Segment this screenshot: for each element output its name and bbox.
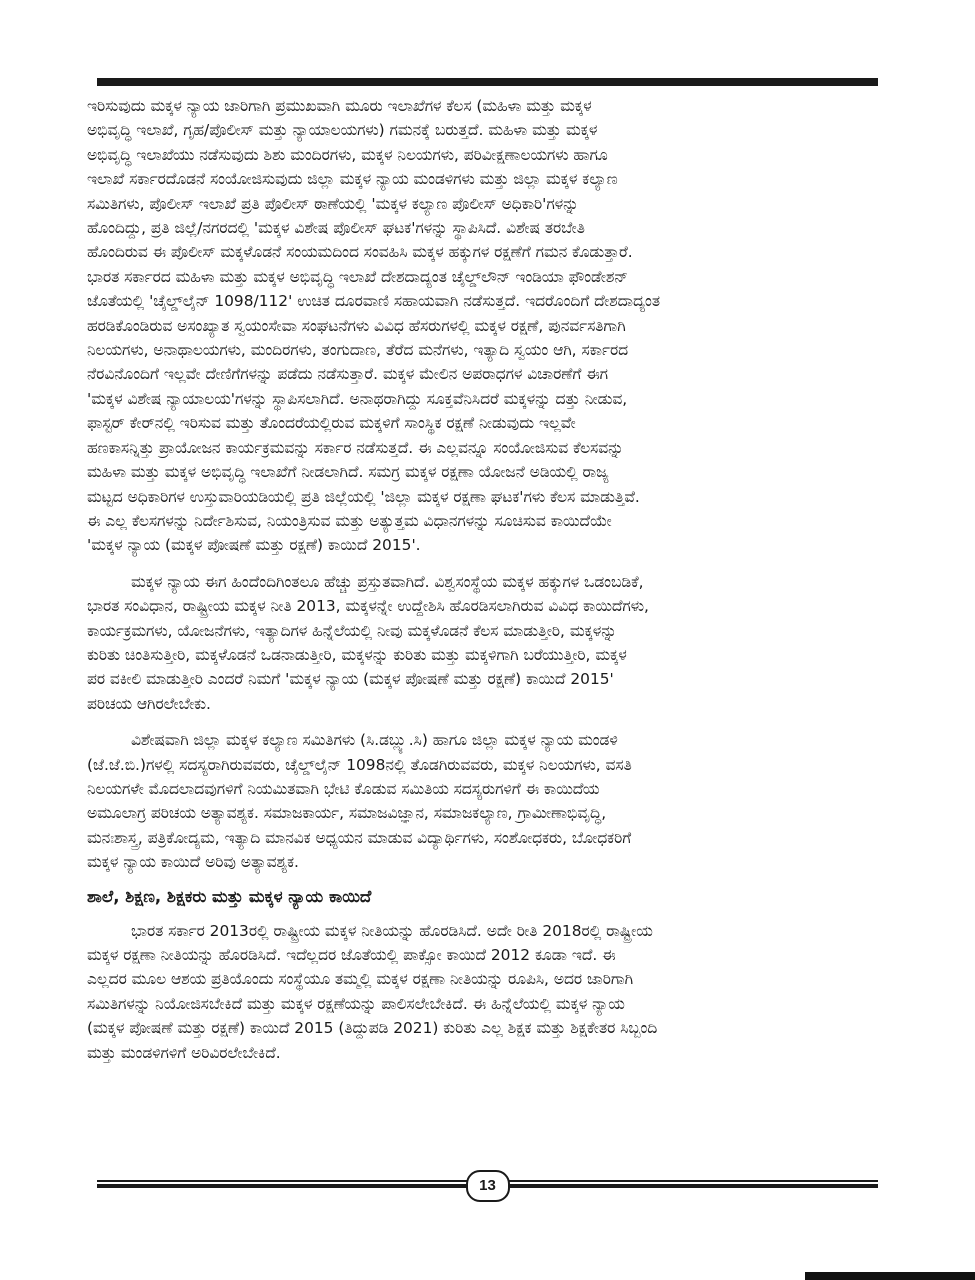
body-paragraph-3: ವಿಶೇಷವಾಗಿ ಜಿಲ್ಲಾ ಮಕ್ಕಳ ಕಲ್ಯಾಣ ಸಮಿತಿಗಳು (ಸಿ.ಡಬ್ಲ್ಯು.ಸಿ) ಹಾಗೂ ಜಿಲ್ಲಾ ಮಕ್ಕಳ ನ್ಯಾಯ ಮಂಡಳಿ (ಜೆ.ಜೆ.ಬಿ.)ಗಳಲ್ಲಿ ಸದಸ್ಯರಾಗಿರುವವರು, ಚೈಲ್ಡ್‌ಲೈನ್ 1098ನಲ್ಲಿ ತೊಡಗಿರುವವರು, ಮಕ್ಕಳ ನಿಲಯಗಳು, ವಸತಿ ನಿಲಯಗಳೇ ಮೊದಲಾದವುಗಳಿಗೆ ನಿಯಮಿತವಾಗಿ ಭೇಟಿ ಕೊಡುವ ಸಮಿತಿಯ ಸದಸ್ಯರುಗಳಿಗೆ ಈ ಕಾಯಿದೆಯ ಅಮೂಲಾಗ್ರ ಪರಿಚಯ ಅತ್ಯಾವಶ್ಯಕ. ಸಮಾಜಕಾರ್ಯ, ಸಮಾಜವಿಜ್ಞಾನ, ಸಮಾಜಕಲ್ಯಾಣ, ಗ್ರಾಮೀಣಾಭಿವೃದ್ಧಿ, ಮನಃಶಾಸ್ತ್ರ, ಪತ್ರಿಕೋದ್ಯಮ, ಇತ್ಯಾದಿ ಮಾನವಿಕ ಅಧ್ಯಯನ ಮಾಡುವ ವಿದ್ಯಾರ್ಥಿಗಳು, ಸಂಶೋಧಕರು, ಬೋಧಕರಿಗೆ ಮಕ್ಕಳ ನ್ಯಾಯ ಕಾಯಿದೆ ಅರಿವು ಅತ್ಯಾವಶ್ಯಕ. [87,731,632,872]
page-body [87,94,882,1065]
footer [97,1170,878,1200]
header-rule [97,78,878,86]
page-number: 13 [466,1170,510,1202]
body-paragraph-4: ಭಾರತ ಸರ್ಕಾರ 2013ರಲ್ಲಿ ರಾಷ್ಟ್ರೀಯ ಮಕ್ಕಳ ನೀತಿಯನ್ನು ಹೊರಡಿಸಿದೆ. ಅದೇ ರೀತಿ 2018ರಲ್ಲಿ ರಾಷ್ಟ್ರೀಯ ಮಕ್ಕಳ ರಕ್ಷಣಾ ನೀತಿಯನ್ನು ಹೊರಡಿಸಿದೆ. ಇದೆಲ್ಲದರ ಜೊತೆಯಲ್ಲಿ ಪಾಕ್ಸೋ ಕಾಯಿದೆ 2012 ಕೂಡಾ ಇದೆ. ಈ ಎಲ್ಲದರ ಮೂಲ ಆಶಯ ಪ್ರತಿಯೊಂದು ಸಂಸ್ಥೆಯೂ ತಮ್ಮಲ್ಲಿ ಮಕ್ಕಳ ರಕ್ಷಣಾ ನೀತಿಯನ್ನು ರೂಪಿಸಿ, ಅದರ ಜಾರಿಗಾಗಿ ಸಮಿತಿಗಳನ್ನು ನಿಯೋಜಿಸಬೇಕಿದೆ ಮತ್ತು ಮಕ್ಕಳ ರಕ್ಷಣೆಯನ್ನು ಪಾಲಿಸಲೇಬೇಕಿದೆ. ಈ ಹಿನ್ನೆಲೆಯಲ್ಲಿ ಮಕ್ಕಳ ನ್ಯಾಯ (ಮಕ್ಕಳ ಪೋಷಣೆ ಮತ್ತು ರಕ್ಷಣೆ) ಕಾಯಿದೆ 2015 (ತಿದ್ದುಪಡಿ 2021) ಕುರಿತು ಎಲ್ಲ ಶಿಕ್ಷಕ ಮತ್ತು ಶಿಕ್ಷಕೇತರ ಸಿಬ್ಬಂದಿ ಮತ್ತು ಮಂಡಳಿಗಳಿಗೆ ಅರಿವಿರಲೇಬೇಕಿದೆ. [87,921,658,1062]
section-heading: ಶಾಲೆ, ಶಿಕ್ಷಣ, ಶಿಕ್ಷಕರು ಮತ್ತು ಮಕ್ಕಳ ನ್ಯಾಯ ಕಾಯಿದೆ [87,886,372,906]
corner-bar [805,1272,975,1280]
body-paragraph-2: ಮಕ್ಕಳ ನ್ಯಾಯ ಈಗ ಹಿಂದೆಂದಿಗಿಂತಲೂ ಹೆಚ್ಚು ಪ್ರಸ್ತುತವಾಗಿದೆ. ವಿಶ್ವಸಂಸ್ಥೆಯ ಮಕ್ಕಳ ಹಕ್ಕುಗಳ ಒಡಂಬಡಿಕೆ, ಭಾರತ ಸಂವಿಧಾನ, ರಾಷ್ಟ್ರೀಯ ಮಕ್ಕಳ ನೀತಿ 2013, ಮಕ್ಕಳನ್ನೇ ಉದ್ದೇಶಿಸಿ ಹೊರಡಿಸಲಾಗಿರುವ ವಿವಿಧ ಕಾಯಿದೆಗಳು, ಕಾರ್ಯಕ್ರಮಗಳು, ಯೋಜನೆಗಳು, ಇತ್ಯಾದಿಗಳ ಹಿನ್ನೆಲೆಯಲ್ಲಿ ನೀವು ಮಕ್ಕಳೊಡನೆ ಕೆಲಸ ಮಾಡುತ್ತೀರಿ, ಮಕ್ಕಳನ್ನು ಕುರಿತು ಚಿಂತಿಸುತ್ತೀರಿ, ಮಕ್ಕಳೊಡನೆ ಒಡನಾಡುತ್ತೀರಿ, ಮಕ್ಕಳನ್ನು ಕುರಿತು ಮತ್ತು ಮಕ್ಕಳಿಗಾಗಿ ಬರೆಯುತ್ತೀರಿ, ಮಕ್ಕಳ ಪರ ವಕೀಲಿ ಮಾಡುತ್ತೀರಿ ಎಂದರೆ ನಿಮಗೆ 'ಮಕ್ಕಳ ನ್ಯಾಯ (ಮಕ್ಕಳ ಪೋಷಣೆ ಮತ್ತು ರಕ್ಷಣೆ) ಕಾಯಿದೆ 2015' ಪರಿಚಯ ಆಗಿರಲೇಬೇಕು. [87,572,649,713]
body-paragraph-1: ಇರಿಸುವುದು ಮಕ್ಕಳ ನ್ಯಾಯ ಜಾರಿಗಾಗಿ ಪ್ರಮುಖವಾಗಿ ಮೂರು ಇಲಾಖೆಗಳ ಕೆಲಸ (ಮಹಿಳಾ ಮತ್ತು ಮಕ್ಕಳ ಅಭಿವೃದ್ಧಿ ಇಲಾಖೆ, ಗೃಹ/ಪೊಲೀಸ್ ಮತ್ತು ನ್ಯಾಯಾಲಯಗಳು) ಗಮನಕ್ಕೆ ಬರುತ್ತದೆ. ಮಹಿಳಾ ಮತ್ತು ಮಕ್ಕಳ ಅಭಿವೃದ್ಧಿ ಇಲಾಖೆಯು ನಡೆಸುವುದು ಶಿಶು ಮಂದಿರಗಳು, ಮಕ್ಕಳ ನಿಲಯಗಳು, ಪರಿವೀಕ್ಷಣಾಲಯಗಳು ಹಾಗೂ ಇಲಾಖೆ ಸರ್ಕಾರದೊಡನೆ ಸಂಯೋಜಿಸುವುದು ಜಿಲ್ಲಾ ಮಕ್ಕಳ ನ್ಯಾಯ ಮಂಡಳಿಗಳು ಮತ್ತು ಜಿಲ್ಲಾ ಮಕ್ಕಳ ಕಲ್ಯಾಣ ಸಮಿತಿಗಳು, ಪೊಲೀಸ್ ಇಲಾಖೆ ಪ್ರತಿ ಪೊಲೀಸ್ ಠಾಣೆಯಲ್ಲಿ 'ಮಕ್ಕಳ ಕಲ್ಯಾಣ ಪೊಲೀಸ್ ಅಧಿಕಾರಿ'ಗಳನ್ನು ಹೊಂದಿದ್ದು, ಪ್ರತಿ ಜಿಲ್ಲೆ/ನಗರದಲ್ಲಿ 'ಮಕ್ಕಳ ವಿಶೇಷ ಪೊಲೀಸ್ ಘಟಕ'ಗಳನ್ನು ಸ್ಥಾಪಿಸಿದೆ. ವಿಶೇಷ ತರಬೇತಿ ಹೊಂದಿರುವ ಈ ಪೊಲೀಸ್ ಮಕ್ಕಳೊಡನೆ ಸಂಯಮದಿಂದ ಸಂವಹಿಸಿ ಮಕ್ಕಳ ಹಕ್ಕುಗಳ ರಕ್ಷಣೆಗೆ ಗಮನ ಕೊಡುತ್ತಾರೆ. ಭಾರತ ಸರ್ಕಾರದ ಮಹಿಳಾ ಮತ್ತು ಮಕ್ಕಳ ಅಭಿವೃದ್ಧಿ ಇಲಾಖೆ ದೇಶದಾದ್ಯಂತ ಚೈಲ್ಡ್‌ಲೌನ್ ಇಂಡಿಯಾ ಫೌಂಡೇಶನ್ ಜೊತೆಯಲ್ಲಿ 'ಚೈಲ್ಡ್‌ಲೈನ್ 1098/112' ಉಚಿತ ದೂರವಾಣಿ ಸಹಾಯವಾಗಿ ನಡೆಸುತ್ತದೆ. ಇದರೊಂದಿಗೆ ದೇಶದಾದ್ಯಂತ ಹರಡಿಕೊಂಡಿರುವ ಅಸಂಖ್ಯಾತ ಸ್ವಯಂಸೇವಾ ಸಂಘಟನೆಗಳು ವಿವಿಧ ಹೆಸರುಗಳಲ್ಲಿ ಮಕ್ಕಳ ರಕ್ಷಣೆ, ಪುನರ್ವಸತಿಗಾಗಿ ನಿಲಯಗಳು, ಅನಾಥಾಲಯಗಳು, ಮಂದಿರಗಳು, ತಂಗುದಾಣ, ತೆರೆದ ಮನೆಗಳು, ಇತ್ಯಾದಿ ಸ್ವಯಂ ಆಗಿ, ಸರ್ಕಾರದ ನೆರವಿನೊಂದಿಗೆ ಇಲ್ಲವೇ ದೇಣಿಗೆಗಳನ್ನು ಪಡೆದು ನಡೆಸುತ್ತಾರೆ. ಮಕ್ಕಳ ಮೇಲಿನ ಅಪರಾಧಗಳ ವಿಚಾರಣೆಗೆ ಈಗ 'ಮಕ್ಕಳ ವಿಶೇಷ ನ್ಯಾಯಾಲಯ'ಗಳನ್ನು ಸ್ಥಾಪಿಸಲಾಗಿದೆ. ಅನಾಥರಾಗಿದ್ದು ಸೂಕ್ತವೆನಿಸಿದರೆ ಮಕ್ಕಳನ್ನು ದತ್ತು ನೀಡುವ, ಫಾಸ್ಟರ್ ಕೇರ್‌ನಲ್ಲಿ ಇರಿಸುವ ಮತ್ತು ತೊಂದರೆಯಲ್ಲಿರುವ ಮಕ್ಕಳಿಗೆ ಸಾಂಸ್ಥಿಕ ರಕ್ಷಣೆ ನೀಡುವುದು ಇಲ್ಲವೇ ಹಣಕಾಸನ್ನಿತ್ತು ಪ್ರಾಯೋಜನ ಕಾರ್ಯಕ್ರಮವನ್ನು ಸರ್ಕಾರ ನಡೆಸುತ್ತದೆ. ಈ ಎಲ್ಲವನ್ನೂ ಸಂಯೋಜಿಸುವ ಕೆಲಸವನ್ನು ಮಹಿಳಾ ಮತ್ತು ಮಕ್ಕಳ ಅಭಿವೃದ್ಧಿ ಇಲಾಖೆಗೆ ನೀಡಲಾಗಿದೆ. ಸಮಗ್ರ ಮಕ್ಕಳ ರಕ್ಷಣಾ ಯೋಜನೆ ಅಡಿಯಲ್ಲಿ ರಾಜ್ಯ ಮಟ್ಟದ ಅಧಿಕಾರಿಗಳ ಉಸ್ತುವಾರಿಯಡಿಯಲ್ಲಿ ಪ್ರತಿ ಜಿಲ್ಲೆಯಲ್ಲಿ 'ಜಿಲ್ಲಾ ಮಕ್ಕಳ ರಕ್ಷಣಾ ಘಟಕ'ಗಳು ಕೆಲಸ ಮಾಡುತ್ತಿವೆ. ಈ ಎಲ್ಲ ಕೆಲಸಗಳನ್ನು ನಿರ್ದೇಶಿಸುವ, ನಿಯಂತ್ರಿಸುವ ಮತ್ತು ಅತ್ಯುತ್ತಮ ವಿಧಾನಗಳನ್ನು ಸೂಚಿಸುವ ಕಾಯಿದೆಯೇ 'ಮಕ್ಕಳ ನ್ಯಾಯ (ಮಕ್ಕಳ ಪೋಷಣೆ ಮತ್ತು ರಕ್ಷಣೆ) ಕಾಯಿದೆ 2015'. [87,97,661,555]
